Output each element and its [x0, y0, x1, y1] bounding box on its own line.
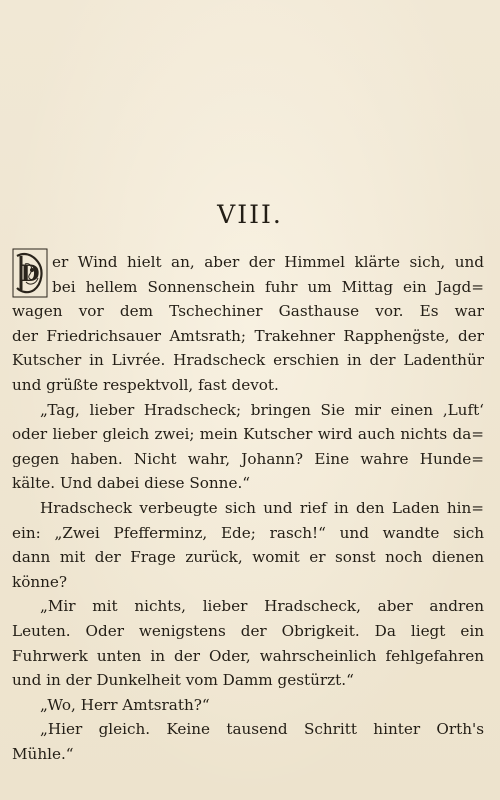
text-line: Leuten. Oder wenigstens der Obrigkeit. Da liegt ein: [12, 621, 484, 640]
text-line: „Tag, lieber Hradscheck; bringen Sie mir einen ‚Luft‘: [40, 400, 484, 419]
text-line: „Mir mit nichts, lieber Hradscheck, aber andren: [40, 597, 484, 616]
text-line: „Hier gleich. Keine tausend Schritt hinter Orth's: [40, 720, 484, 739]
text-line: Hradscheck verbeugte sich und rief in den Laden hin=: [40, 498, 484, 517]
text-line: Mühle.“: [12, 744, 74, 763]
body-text: [12, 250, 484, 766]
chapter-heading: VIII.: [217, 200, 283, 229]
svg-text:D: D: [20, 261, 40, 287]
text-line: der Friedrichsauer Amtsrath; Trakehner Rappheng̈ste, der: [12, 326, 484, 345]
text-line: kälte. Und dabei diese Sonne.“: [12, 474, 251, 493]
text-line: könne?: [12, 572, 68, 591]
text-line: bei hellem Sonnenschein fuhr um Mittag ein Jagd=: [52, 277, 484, 296]
text-line: gegen haben. Nicht wahr, Johann? Eine wahre Hunde=: [12, 449, 484, 468]
text-line: wagen vor dem Tschechiner Gasthause vor. Es war: [12, 302, 484, 321]
text-line: „Wo, Herr Amtsrath?“: [40, 695, 210, 714]
text-line: ein: „Zwei Pfefferminz, Ede; rasch!“ und wandte sich: [12, 523, 484, 542]
text-line: und grüßte respektvoll, fast devot.: [12, 375, 279, 394]
text-line: Fuhrwerk unten in der Oder, wahrscheinlich fehlgefahren: [12, 646, 484, 665]
text-line: und in der Dunkelheit vom Damm gestürzt.“: [12, 671, 354, 690]
text-line: dann mit der Frage zurück, womit er sonst noch dienen: [12, 548, 484, 567]
text-line: er Wind hielt an, aber der Himmel klärte sich, und: [52, 253, 484, 271]
text-line: oder lieber gleich zwei; mein Kutscher wird auch nichts da=: [12, 425, 484, 444]
text-line: Kutscher in Livrée. Hradscheck erschien in der Ladenthür: [12, 351, 484, 370]
